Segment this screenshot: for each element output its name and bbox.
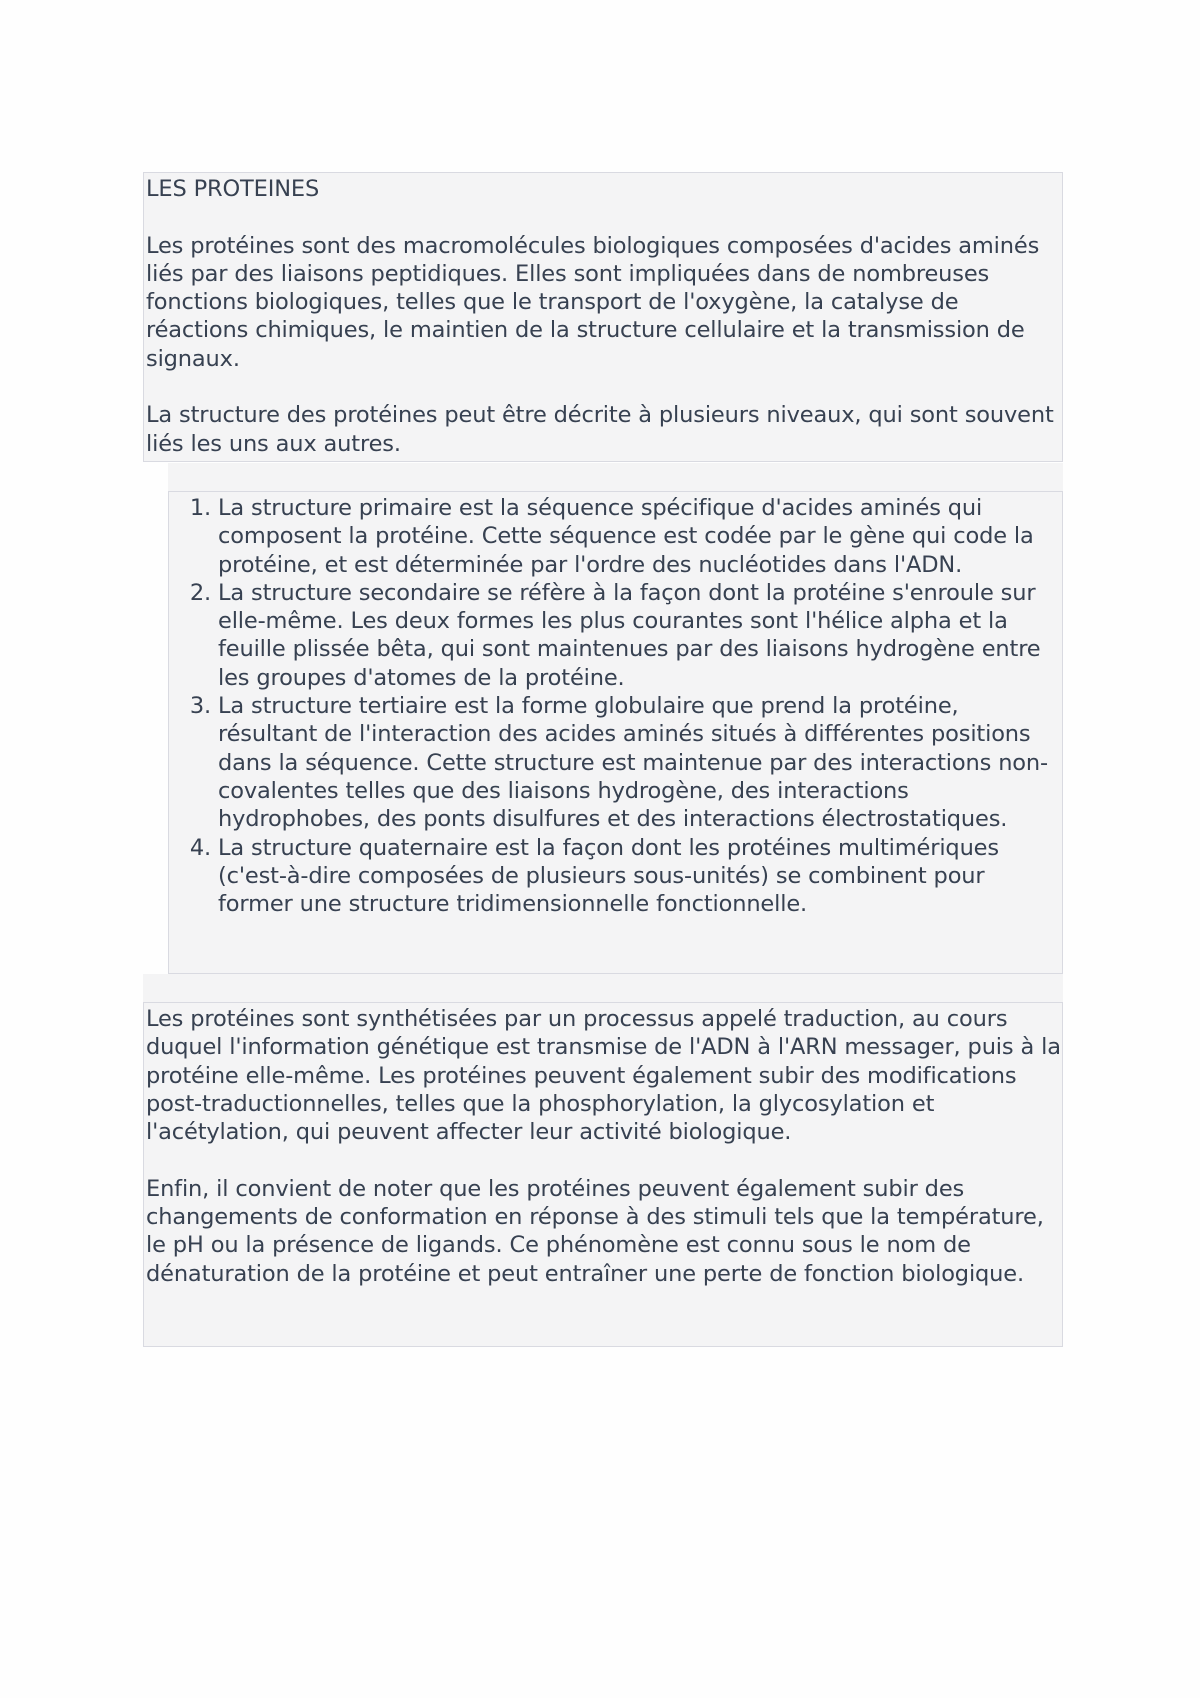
conclusion-section	[143, 1002, 1063, 1347]
spacer	[146, 1146, 1062, 1174]
section-gap	[168, 463, 1063, 491]
document-title: LES PROTEINES	[146, 176, 320, 202]
section-gap	[143, 974, 1063, 1002]
spacer	[146, 203, 1062, 231]
intro-section	[143, 172, 1063, 462]
intro-paragraph-1: Les protéines sont des macromolécules biologiques composées d'acides aminés liés par des liaisons peptidiques. Elles sont impliquées dans de nombreuses fonctions biologiques, telles que le transport de l'oxygène, la catalyse de réactions chimiques, le maintien de la structure cellulaire et la transmission de signaux.	[146, 232, 1040, 372]
conclusion-paragraph-2: Enfin, il convient de noter que les protéines peuvent également subir des changements de conformation en réponse à des stimuli tels que la température, le pH ou la présence de ligands. Ce phénomène est connu sous le nom de dénaturation de la protéine et peut entraîner une perte de fonction biologique.	[146, 1175, 1044, 1287]
structure-levels-section	[168, 491, 1063, 974]
intro-paragraph-2: La structure des protéines peut être décrite à plusieurs niveaux, qui sont souvent liés les uns aux autres.	[146, 402, 1054, 457]
list-item-quaternary: 4. La structure quaternaire est la façon dont les protéines multimériques (c'est-à-dire composées de plusieurs sous-unités) se combinent pour former une structure tridimensionnelle fonctionnelle.	[218, 834, 1062, 919]
list-item-secondary: 2. La structure secondaire se réfère à la façon dont la protéine s'enroule sur elle-même. Les deux formes les plus courantes sont l'hélice alpha et la feuille plissée bêta, qui sont maintenues par des liaisons hydrogène entre les groupes d'atomes de la protéine.	[218, 579, 1062, 692]
spacer	[146, 373, 1062, 401]
conclusion-paragraph-1: Les protéines sont synthétisées par un processus appelé traduction, au cours duquel l'information génétique est transmise de l'ADN à l'ARN messager, puis à la protéine elle-même. Les protéines peuvent également subir des modifications post-traductionnelles, telles que la phosphorylation, la glycosylation et l'acétylation, qui peuvent affecter leur activité biologique.	[146, 1006, 1061, 1146]
list-item-primary: 1. La structure primaire est la séquence spécifique d'acides aminés qui composent la protéine. Cette séquence est codée par le gène qui code la protéine, et est déterminée par l'ordre des nucléotides dans l'ADN.	[218, 494, 1062, 579]
list-item-tertiary: 3. La structure tertiaire est la forme globulaire que prend la protéine, résultant de l'interaction des acides aminés situés à différentes positions dans la séquence. Cette structure est maintenue par des interactions non-covalentes telles que des liaisons hydrogène, des interactions hydrophobes, des ponts disulfures et des interactions électrostatiques.	[218, 692, 1062, 833]
structure-levels-list	[169, 494, 1062, 918]
